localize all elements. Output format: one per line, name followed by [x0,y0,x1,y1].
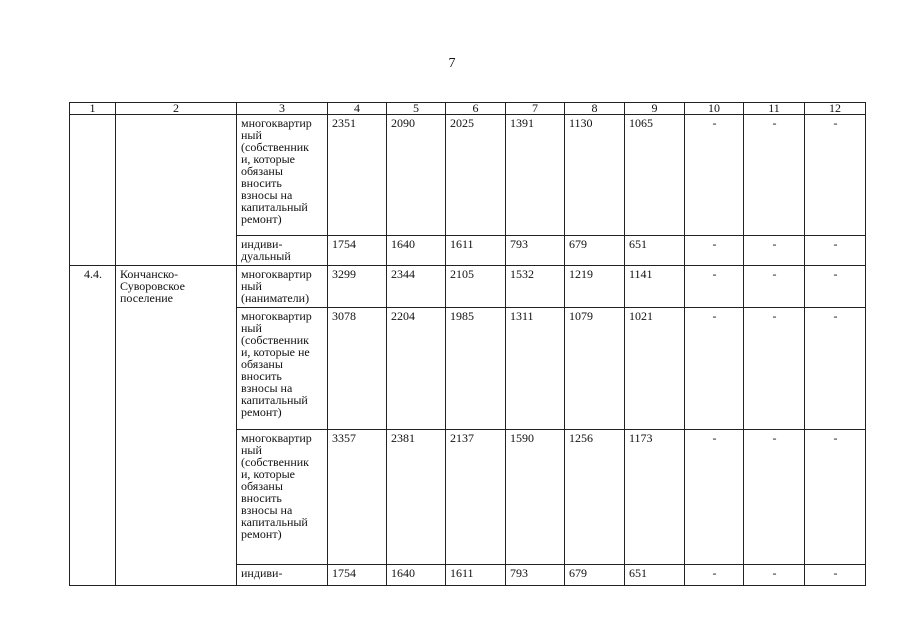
value-cell: 2351 [328,115,387,236]
row-index-cell: 4.4. [70,266,116,586]
value-cell: 3299 [328,266,387,308]
value-cell: - [685,115,744,236]
column-header: 12 [805,103,866,115]
page-number: 7 [448,56,456,71]
value-cell: - [744,565,805,586]
value-cell: 1611 [446,236,506,266]
table-row [70,266,866,308]
value-cell: - [685,308,744,430]
value-cell: 2090 [387,115,446,236]
value-cell: 1079 [565,308,625,430]
value-cell: - [685,236,744,266]
housing-type-cell: многоквартир ный (собственник и, которые обязаны вносить взносы на капитальный ремонт) [237,430,328,565]
housing-type-cell: многоквартир ный (собственник и, которые обязаны вносить взносы на капитальный ремонт) [237,115,328,236]
settlement-name-cell: Кончанско- Суворовское поселение [116,266,237,586]
column-header: 7 [506,103,565,115]
value-cell: 651 [625,565,685,586]
housing-type-cell: многоквартир ный (собственник и, которые не обязаны вносить взносы на капитальный ремонт) [237,308,328,430]
value-cell: 1021 [625,308,685,430]
value-cell: - [685,565,744,586]
value-cell: 3357 [328,430,387,565]
value-cell: 1532 [506,266,565,308]
value-cell: 1173 [625,430,685,565]
column-header: 8 [565,103,625,115]
value-cell: - [744,115,805,236]
value-cell: - [805,115,866,236]
value-cell: 651 [625,236,685,266]
value-cell: - [805,266,866,308]
housing-type-cell: многоквартир ный (наниматели) [237,266,328,308]
value-cell: 1640 [387,236,446,266]
value-cell: - [805,308,866,430]
value-cell: - [744,308,805,430]
value-cell: - [685,266,744,308]
column-header: 6 [446,103,506,115]
value-cell: 1256 [565,430,625,565]
value-cell: 1219 [565,266,625,308]
value-cell: 2105 [446,266,506,308]
value-cell: 679 [565,236,625,266]
value-cell: 1130 [565,115,625,236]
value-cell: 3078 [328,308,387,430]
housing-type-cell: индиви- дуальный [237,236,328,266]
column-header: 5 [387,103,446,115]
value-cell: 2344 [387,266,446,308]
value-cell: - [805,430,866,565]
value-cell: - [685,430,744,565]
row-index-cell [70,115,116,266]
value-cell: 1611 [446,565,506,586]
settlement-name-cell [116,115,237,266]
value-cell: 1065 [625,115,685,236]
value-cell: 1754 [328,236,387,266]
value-cell: 1985 [446,308,506,430]
value-cell: 1391 [506,115,565,236]
value-cell: 679 [565,565,625,586]
value-cell: - [805,565,866,586]
column-header: 11 [744,103,805,115]
column-header: 1 [70,103,116,115]
column-header: 9 [625,103,685,115]
value-cell: 793 [506,236,565,266]
table-header-row [70,103,866,115]
table-row [70,115,866,236]
value-cell: - [744,236,805,266]
value-cell: 2381 [387,430,446,565]
value-cell: - [805,236,866,266]
value-cell: 1640 [387,565,446,586]
column-header: 10 [685,103,744,115]
value-cell: 2025 [446,115,506,236]
value-cell: 2204 [387,308,446,430]
value-cell: 1311 [506,308,565,430]
value-cell: - [744,430,805,565]
value-cell: - [744,266,805,308]
value-cell: 1590 [506,430,565,565]
column-header: 3 [237,103,328,115]
value-cell: 2137 [446,430,506,565]
value-cell: 1754 [328,565,387,586]
column-header: 2 [116,103,237,115]
housing-type-cell: индиви- [237,565,328,586]
tariff-table [69,102,866,586]
value-cell: 1141 [625,266,685,308]
column-header: 4 [328,103,387,115]
value-cell: 793 [506,565,565,586]
